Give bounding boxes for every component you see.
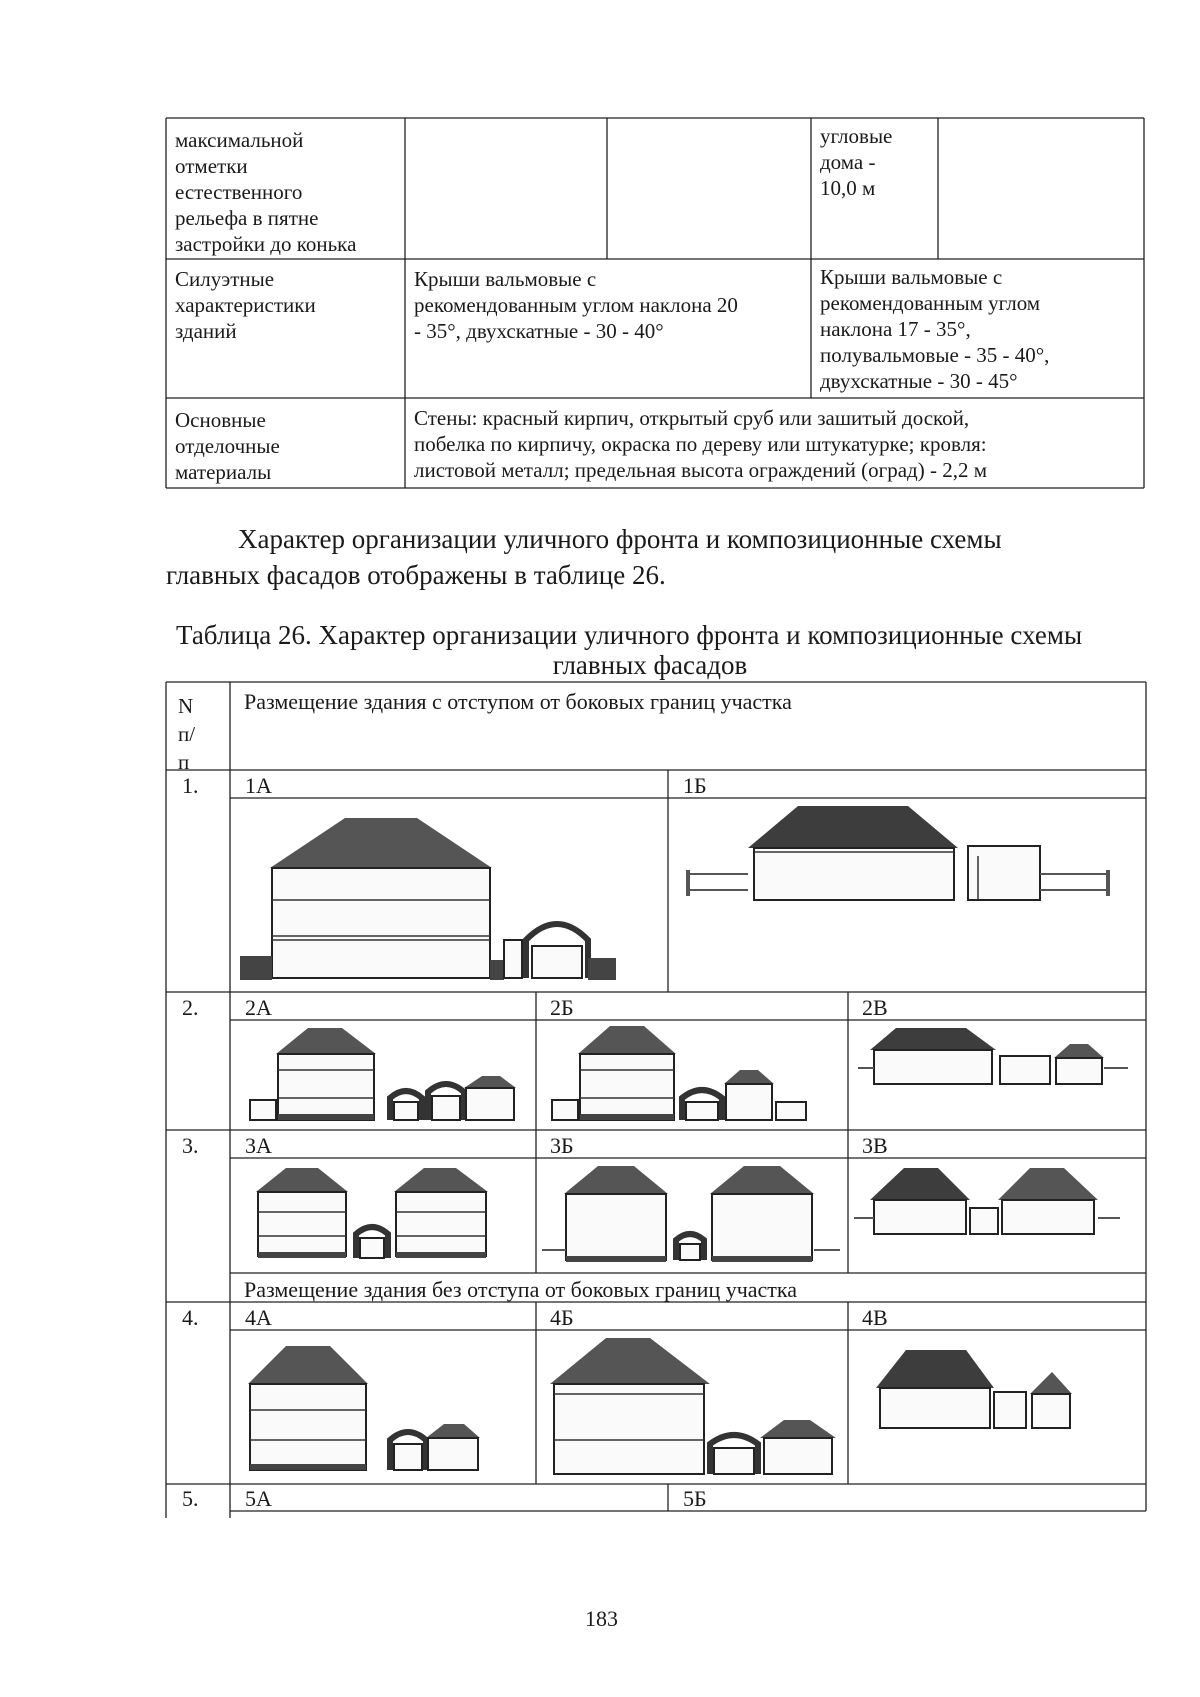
facade-drawing-1b bbox=[668, 800, 1146, 990]
facade-drawing-3a bbox=[230, 1160, 536, 1272]
row3-cell-materials: Стены: красный кирпич, открытый сруб или зашитый доской, побелка по кирпичу, окраска по дереву или штукатурке; кровля: листовой металл; предельная высота ограждений (оград) - 2,2 м bbox=[414, 406, 987, 482]
variant-label-2b: 2Б bbox=[550, 995, 574, 1020]
table-caption-line-2: главных фасадов bbox=[552, 650, 748, 680]
facade-drawing-2a bbox=[230, 1022, 536, 1128]
row2-cell-zone2: Крыши вальмовые с рекомендованным углом наклона 17 - 35°, полувальмовые - 35 - 40°, двухскатные - 30 - 45° bbox=[820, 265, 1050, 393]
variant-label-4v: 4В bbox=[862, 1305, 888, 1330]
variant-label-1b: 1Б bbox=[683, 773, 707, 798]
paragraph-line-1: Характер организации уличного фронта и композиционные схемы bbox=[238, 524, 1002, 554]
facade-drawing-3b bbox=[536, 1160, 848, 1272]
variant-label-2a: 2А bbox=[245, 995, 272, 1020]
facade-drawing-4b bbox=[536, 1332, 848, 1482]
row1-cell-corner-houses: угловые дома - 10,0 м bbox=[820, 124, 893, 200]
variant-label-3v: 3В bbox=[862, 1133, 888, 1158]
page-number: 183 bbox=[585, 1606, 618, 1631]
variant-label-4b: 4Б bbox=[550, 1305, 574, 1330]
header-number-column: N п/ п bbox=[178, 694, 196, 774]
facade-drawing-2v bbox=[848, 1022, 1146, 1128]
facade-drawing-4a bbox=[230, 1332, 536, 1482]
row1-cell-criterion: максимальной отметки естественного рельефа в пятне застройки до конька bbox=[175, 128, 357, 256]
table-caption-line-1: Таблица 26. Характер организации уличного фронта и композиционные схемы bbox=[176, 620, 1083, 650]
variant-label-5b: 5Б bbox=[683, 1486, 707, 1511]
row-number-2: 2. bbox=[182, 995, 199, 1020]
facade-drawing-1a bbox=[230, 800, 668, 990]
variant-label-3b: 3Б bbox=[550, 1133, 574, 1158]
facade-drawing-3v bbox=[848, 1160, 1146, 1272]
row2-cell-criterion: Силуэтные характеристики зданий bbox=[175, 267, 316, 343]
variant-label-3a: 3А bbox=[245, 1133, 272, 1158]
facade-drawing-2b bbox=[536, 1022, 848, 1128]
paragraph-line-2: главных фасадов отображены в таблице 26. bbox=[166, 560, 666, 590]
variant-label-2v: 2В bbox=[862, 995, 888, 1020]
variant-label-4a: 4А bbox=[245, 1305, 272, 1330]
variant-label-5a: 5А bbox=[245, 1486, 272, 1511]
row-number-4: 4. bbox=[182, 1305, 199, 1330]
row-number-5: 5. bbox=[182, 1486, 199, 1511]
row-number-3: 3. bbox=[182, 1133, 199, 1158]
facade-drawing-4v bbox=[848, 1332, 1146, 1482]
section-title-without-setback: Размещение здания без отступа от боковых границ участка bbox=[244, 1277, 798, 1302]
header-title-with-setback: Размещение здания с отступом от боковых границ участка bbox=[244, 689, 792, 714]
row-number-1: 1. bbox=[182, 773, 199, 798]
row2-cell-zone1: Крыши вальмовые с рекомендованным углом наклона 20 - 35°, двухскатные - 30 - 40° bbox=[414, 267, 738, 343]
row3-cell-criterion: Основные отделочные материалы bbox=[175, 408, 280, 484]
variant-label-1a: 1А bbox=[245, 773, 272, 798]
